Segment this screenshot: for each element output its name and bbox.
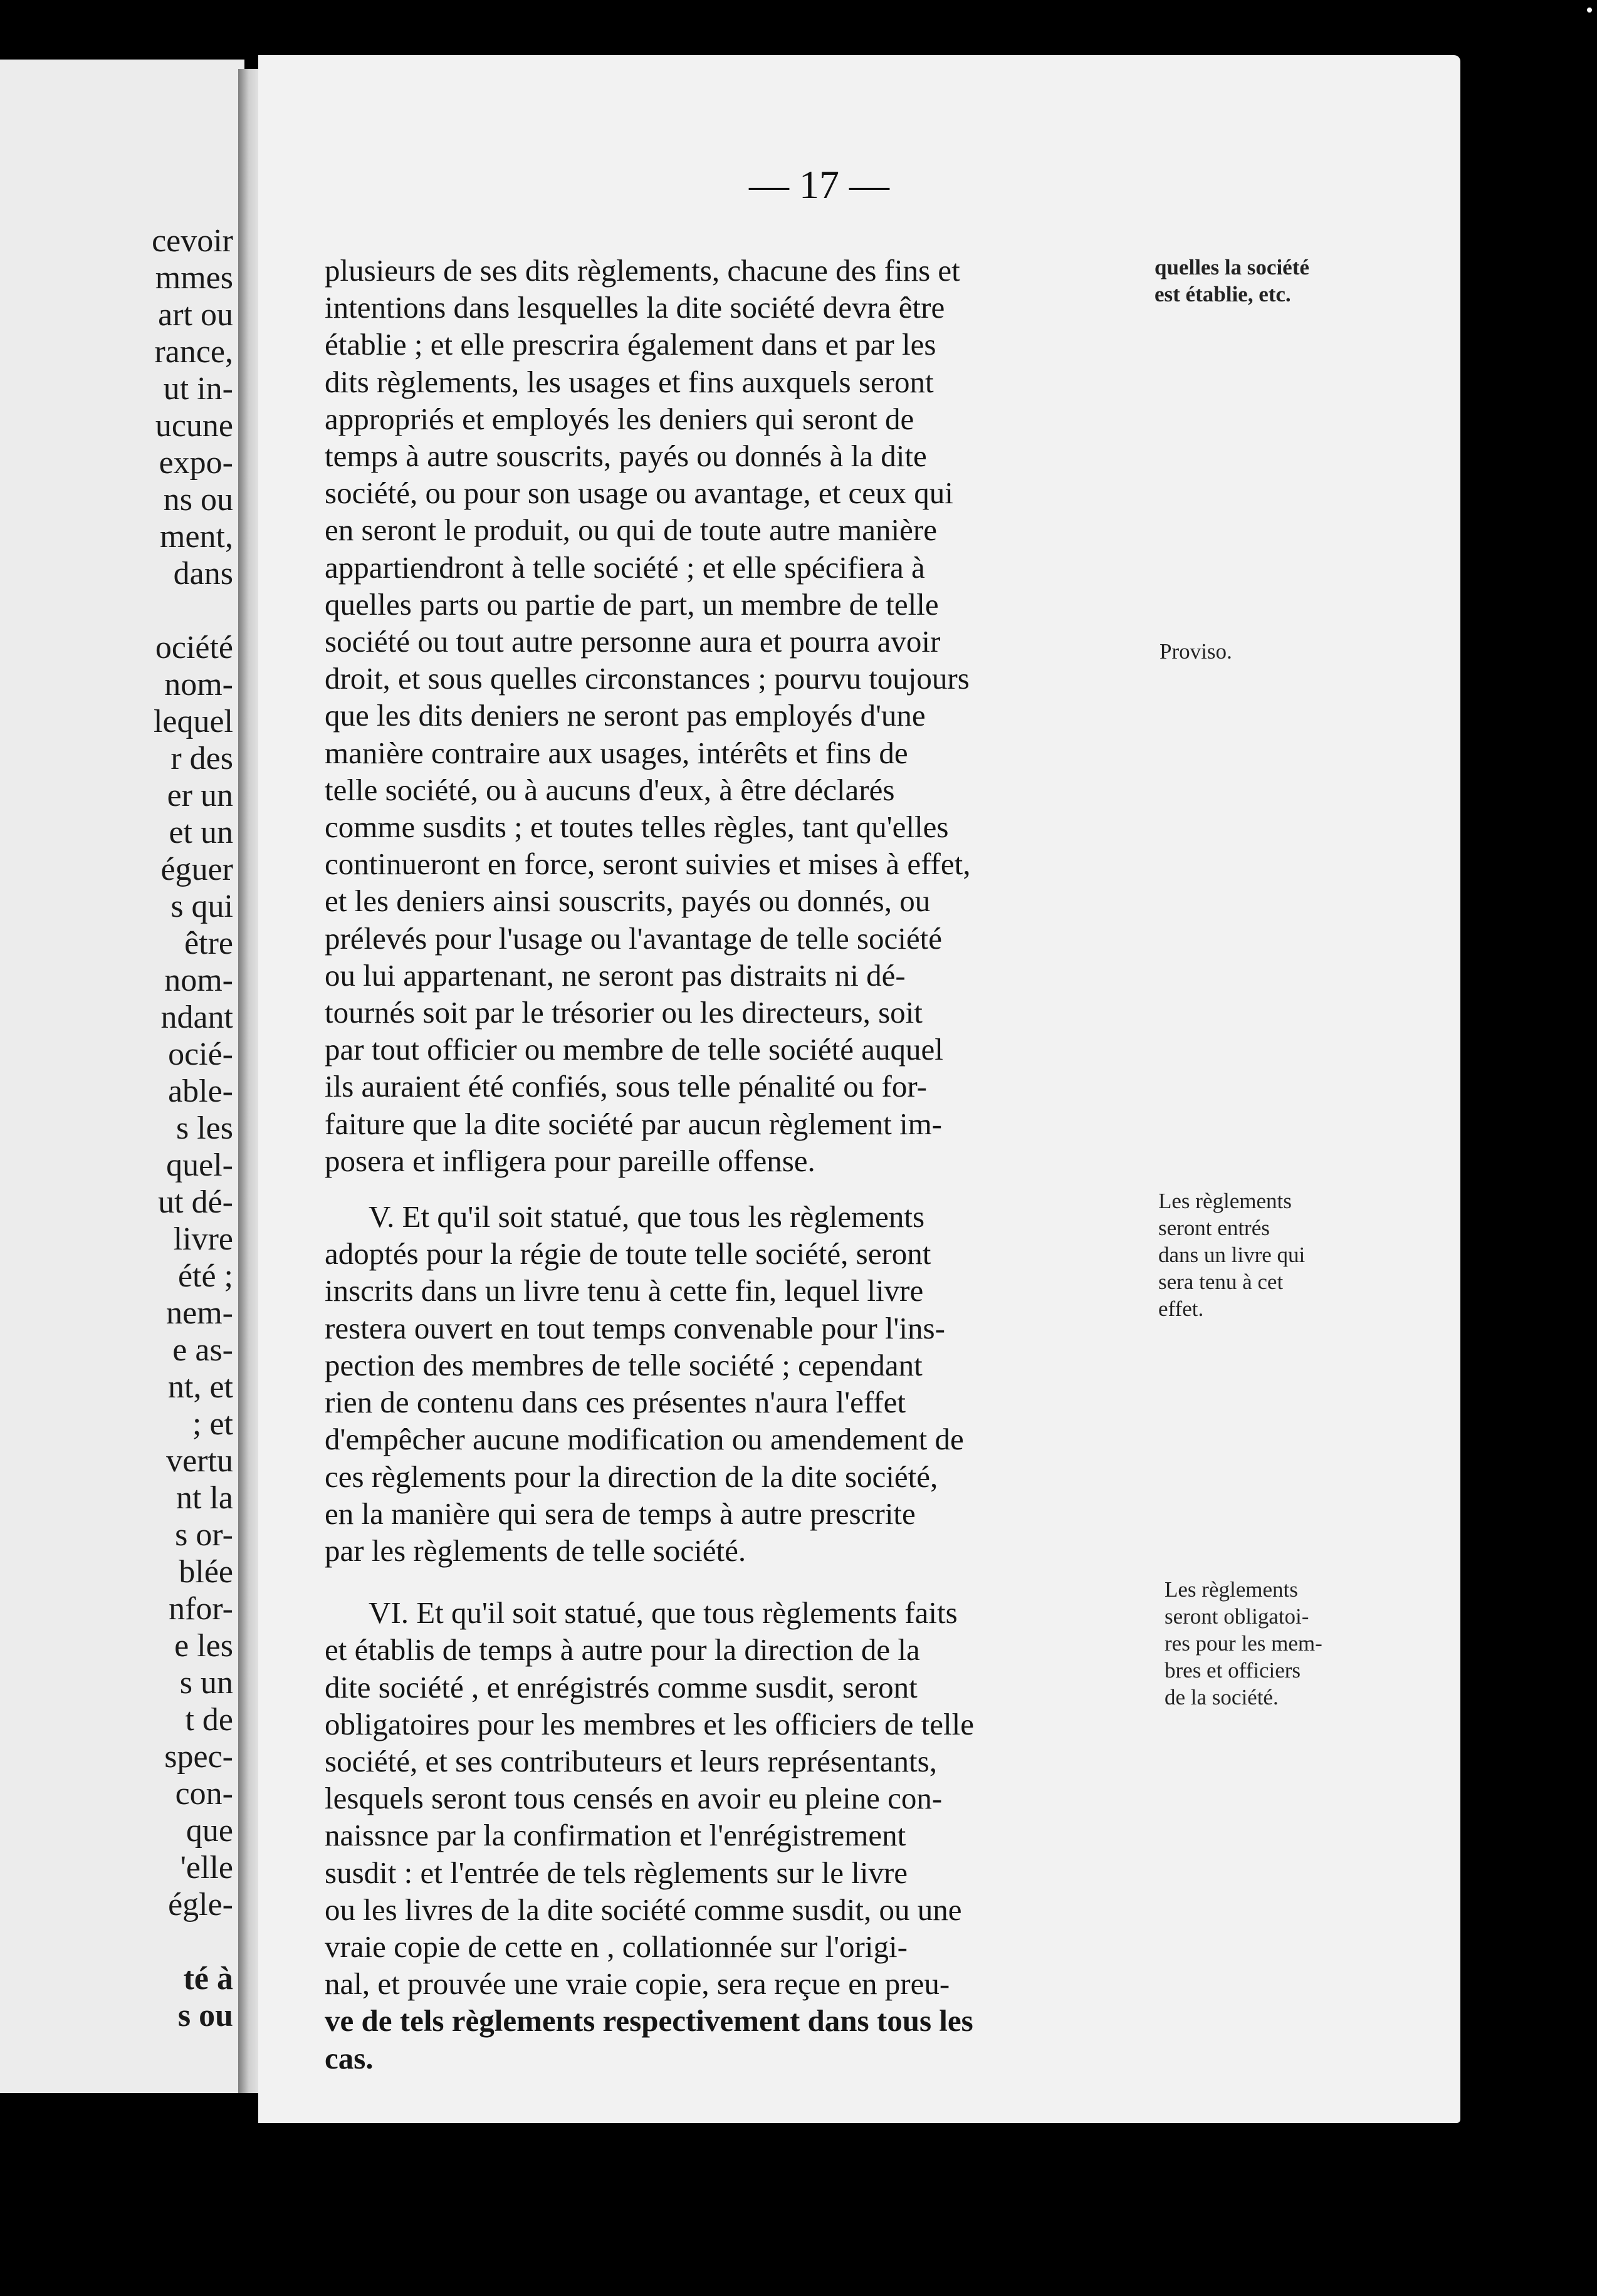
text-line: tournés soit par le trésorier ou les directeurs, soit: [325, 995, 923, 1030]
left-page-line: ns ou: [163, 482, 233, 518]
margin-note-line: quelles la société: [1155, 255, 1309, 279]
left-page-line: blée: [179, 1554, 233, 1590]
text-line: adoptés pour la régie de toute telle société, seront: [325, 1236, 931, 1271]
left-page-line: nom-: [164, 963, 233, 998]
text-line: ou lui appartenant, ne seront pas distraits ni dé-: [325, 958, 906, 993]
left-page-line: expo-: [159, 445, 233, 481]
left-page-line: er un: [167, 778, 233, 813]
text-line: cas.: [325, 2040, 374, 2075]
text-line: société ou tout autre personne aura et pourra avoir: [325, 624, 941, 659]
text-line: nal, et prouvée une vraie copie, sera reçue en preu-: [325, 1966, 950, 2001]
text-line: ils auraient été confiés, sous telle pénalité ou for-: [325, 1069, 927, 1104]
text-line: que les dits deniers ne seront pas employés d'une: [325, 698, 926, 733]
left-page-line: mmes: [155, 260, 233, 296]
margin-note-line: effet.: [1158, 1297, 1204, 1321]
margin-note-line: bres et officiers: [1165, 1658, 1301, 1683]
left-page-line: été ;: [177, 1258, 233, 1294]
text-line: naissnce par la confirmation et l'enrégistrement: [325, 1818, 906, 1853]
text-line: société, et ses contributeurs et leurs représentants,: [325, 1743, 937, 1778]
left-page-line: e as-: [172, 1332, 233, 1368]
left-page-line: lequel: [153, 704, 233, 739]
left-page-line: rance,: [154, 334, 233, 370]
text-line: et les deniers ainsi souscrits, payés ou donnés, ou: [325, 884, 931, 919]
left-page-line: t de: [185, 1702, 233, 1738]
text-line: rien de contenu dans ces présentes n'aura l'effet: [325, 1385, 906, 1420]
page-number: — 17 —: [749, 162, 889, 207]
text-line: manière contraire aux usages, intérêts et fins de: [325, 735, 908, 770]
text-line: appartiendront à telle société ; et elle spécifiera à: [325, 550, 925, 585]
margin-note-line: res pour les mem-: [1165, 1631, 1322, 1656]
text-line: susdit : et l'entrée de tels règlements sur le livre: [325, 1855, 908, 1890]
text-line: prélevés pour l'usage ou l'avantage de telle société: [325, 921, 943, 956]
text-line: intentions dans lesquelles la dite société devra être: [325, 290, 945, 325]
left-page-line: nt, et: [168, 1369, 233, 1405]
left-page-line: livre: [173, 1221, 233, 1257]
left-page-line: et un: [169, 815, 233, 850]
text-line: pection des membres de telle société ; cependant: [325, 1347, 923, 1382]
text-line: plusieurs de ses dits règlements, chacune des fins et: [325, 253, 960, 288]
text-line: lesquels seront tous censés en avoir eu pleine con-: [325, 1781, 943, 1816]
text-line: vraie copie de cette en , collationnée sur l'origi-: [325, 1929, 908, 1964]
margin-note-line: dans un livre qui: [1158, 1243, 1306, 1267]
left-page-line: s un: [179, 1665, 233, 1701]
margin-note-line: sera tenu à cet: [1158, 1270, 1284, 1294]
left-page-line: nfor-: [169, 1591, 233, 1627]
section-v: [325, 1198, 1133, 1569]
left-page-line: cevoir: [152, 223, 233, 259]
left-page-line: égle-: [168, 1887, 233, 1923]
left-page-line: 'elle: [180, 1850, 233, 1886]
margin-note-proviso: [1160, 638, 1285, 665]
margin-note-reglements-livre: [1158, 1187, 1396, 1322]
text-line: restera ouvert en tout temps convenable pour l'ins-: [325, 1310, 945, 1345]
left-page-line: ocié-: [168, 1036, 233, 1072]
text-line: ve de tels règlements respectivement dans tous les: [325, 2003, 973, 2038]
text-line: continueront en force, seront suivies et mises à effet,: [325, 847, 971, 882]
left-page-line: spec-: [164, 1739, 233, 1775]
left-page-text: [152, 222, 233, 2034]
left-page-line: s or-: [175, 1517, 233, 1553]
text-line: inscrits dans un livre tenu à cette fin, lequel livre: [325, 1273, 924, 1308]
left-page-line: nt la: [176, 1480, 233, 1516]
text-line: en la manière qui sera de temps à autre prescrite: [325, 1496, 916, 1531]
left-page-line: r des: [170, 741, 233, 776]
left-page-line: able-: [168, 1073, 233, 1109]
text-line: faiture que la dite société par aucun règlement im-: [325, 1106, 943, 1141]
left-page-line: s ou: [177, 1998, 233, 2033]
left-page-line: con-: [175, 1776, 233, 1812]
paragraph-continued: [325, 252, 1133, 1179]
margin-note-line: Proviso.: [1160, 639, 1232, 664]
text-line: obligatoires pour les membres et les officiers de telle: [325, 1706, 974, 1741]
left-page-line: art ou: [158, 297, 233, 333]
body-text: [325, 252, 1133, 2077]
text-line: droit, et sous quelles circonstances ; pourvu toujours: [325, 661, 970, 696]
text-line: dite société , et enrégistrés comme susdit, seront: [325, 1669, 918, 1704]
margin-note-line: seront entrés: [1158, 1216, 1270, 1240]
margin-note-societe-etablie: [1155, 254, 1393, 308]
text-line: temps à autre souscrits, payés ou donnés à la dite: [325, 439, 927, 474]
left-page-line: ndant: [160, 999, 233, 1035]
text-line: société, ou pour son usage ou avantage, et ceux qui: [325, 476, 953, 511]
text-line: appropriés et employés les deniers qui seront de: [325, 401, 914, 436]
left-page-line: ut in-: [163, 371, 233, 407]
left-page-line: e les: [174, 1628, 233, 1664]
text-line: d'empêcher aucune modification ou amendement de: [325, 1422, 964, 1457]
text-line: posera et infligera pour pareille offense.: [325, 1143, 815, 1178]
text-line: par les règlements de telle société.: [325, 1533, 746, 1568]
margin-note-line: Les règlements: [1165, 1577, 1298, 1602]
section-vi: [325, 1594, 1133, 2077]
left-page-line: té à: [183, 1961, 233, 1996]
left-page-line: s les: [176, 1110, 233, 1146]
text-line: dits règlements, les usages et fins auxquels seront: [325, 364, 934, 399]
left-page-line: [152, 592, 233, 629]
text-line: en seront le produit, ou qui de toute autre manière: [325, 513, 937, 548]
left-page-line: ; et: [192, 1406, 233, 1442]
left-page-line: nem-: [166, 1295, 233, 1331]
left-page-line: ucune: [155, 408, 233, 444]
text-line: et établis de temps à autre pour la direction de la: [325, 1632, 920, 1667]
left-page: [0, 60, 244, 2093]
left-page-line: vertu: [166, 1443, 233, 1479]
left-page-line: être: [184, 926, 233, 961]
scan-speck: [1587, 8, 1592, 13]
left-page-line: ociété: [155, 630, 233, 665]
text-line: établie ; et elle prescrira également dans et par les: [325, 327, 936, 362]
margin-note-reglements-obligatoires: [1165, 1576, 1403, 1711]
left-page-line: s qui: [170, 889, 233, 924]
margin-note-line: Les règlements: [1158, 1189, 1292, 1213]
left-page-line: éguer: [160, 852, 233, 887]
left-page-line: nom-: [164, 667, 233, 702]
text-line: VI. Et qu'il soit statué, que tous règlements faits: [369, 1595, 958, 1631]
margin-note-line: est établie, etc.: [1155, 282, 1291, 306]
text-line: quelles parts ou partie de part, un membre de telle: [325, 587, 939, 622]
margin-note-line: de la société.: [1165, 1685, 1279, 1709]
text-line: par tout officier ou membre de telle société auquel: [325, 1032, 943, 1067]
left-page-line: quel-: [166, 1147, 233, 1183]
left-page-line: [152, 1923, 233, 1960]
left-page-line: dans: [173, 556, 233, 592]
margin-note-line: seront obligatoi-: [1165, 1604, 1309, 1629]
text-line: V. Et qu'il soit statué, que tous les règlements: [369, 1199, 925, 1234]
left-page-line: que: [186, 1813, 233, 1849]
text-line: telle société, ou à aucuns d'eux, à être déclarés: [325, 772, 895, 807]
left-page-line: ment,: [160, 519, 233, 555]
text-line: ou les livres de la dite société comme susdit, ou une: [325, 1892, 962, 1927]
left-page-line: ut dé-: [158, 1184, 233, 1220]
text-line: comme susdits ; et toutes telles règles, tant qu'elles: [325, 810, 949, 845]
text-line: ces règlements pour la direction de la dite société,: [325, 1459, 938, 1494]
